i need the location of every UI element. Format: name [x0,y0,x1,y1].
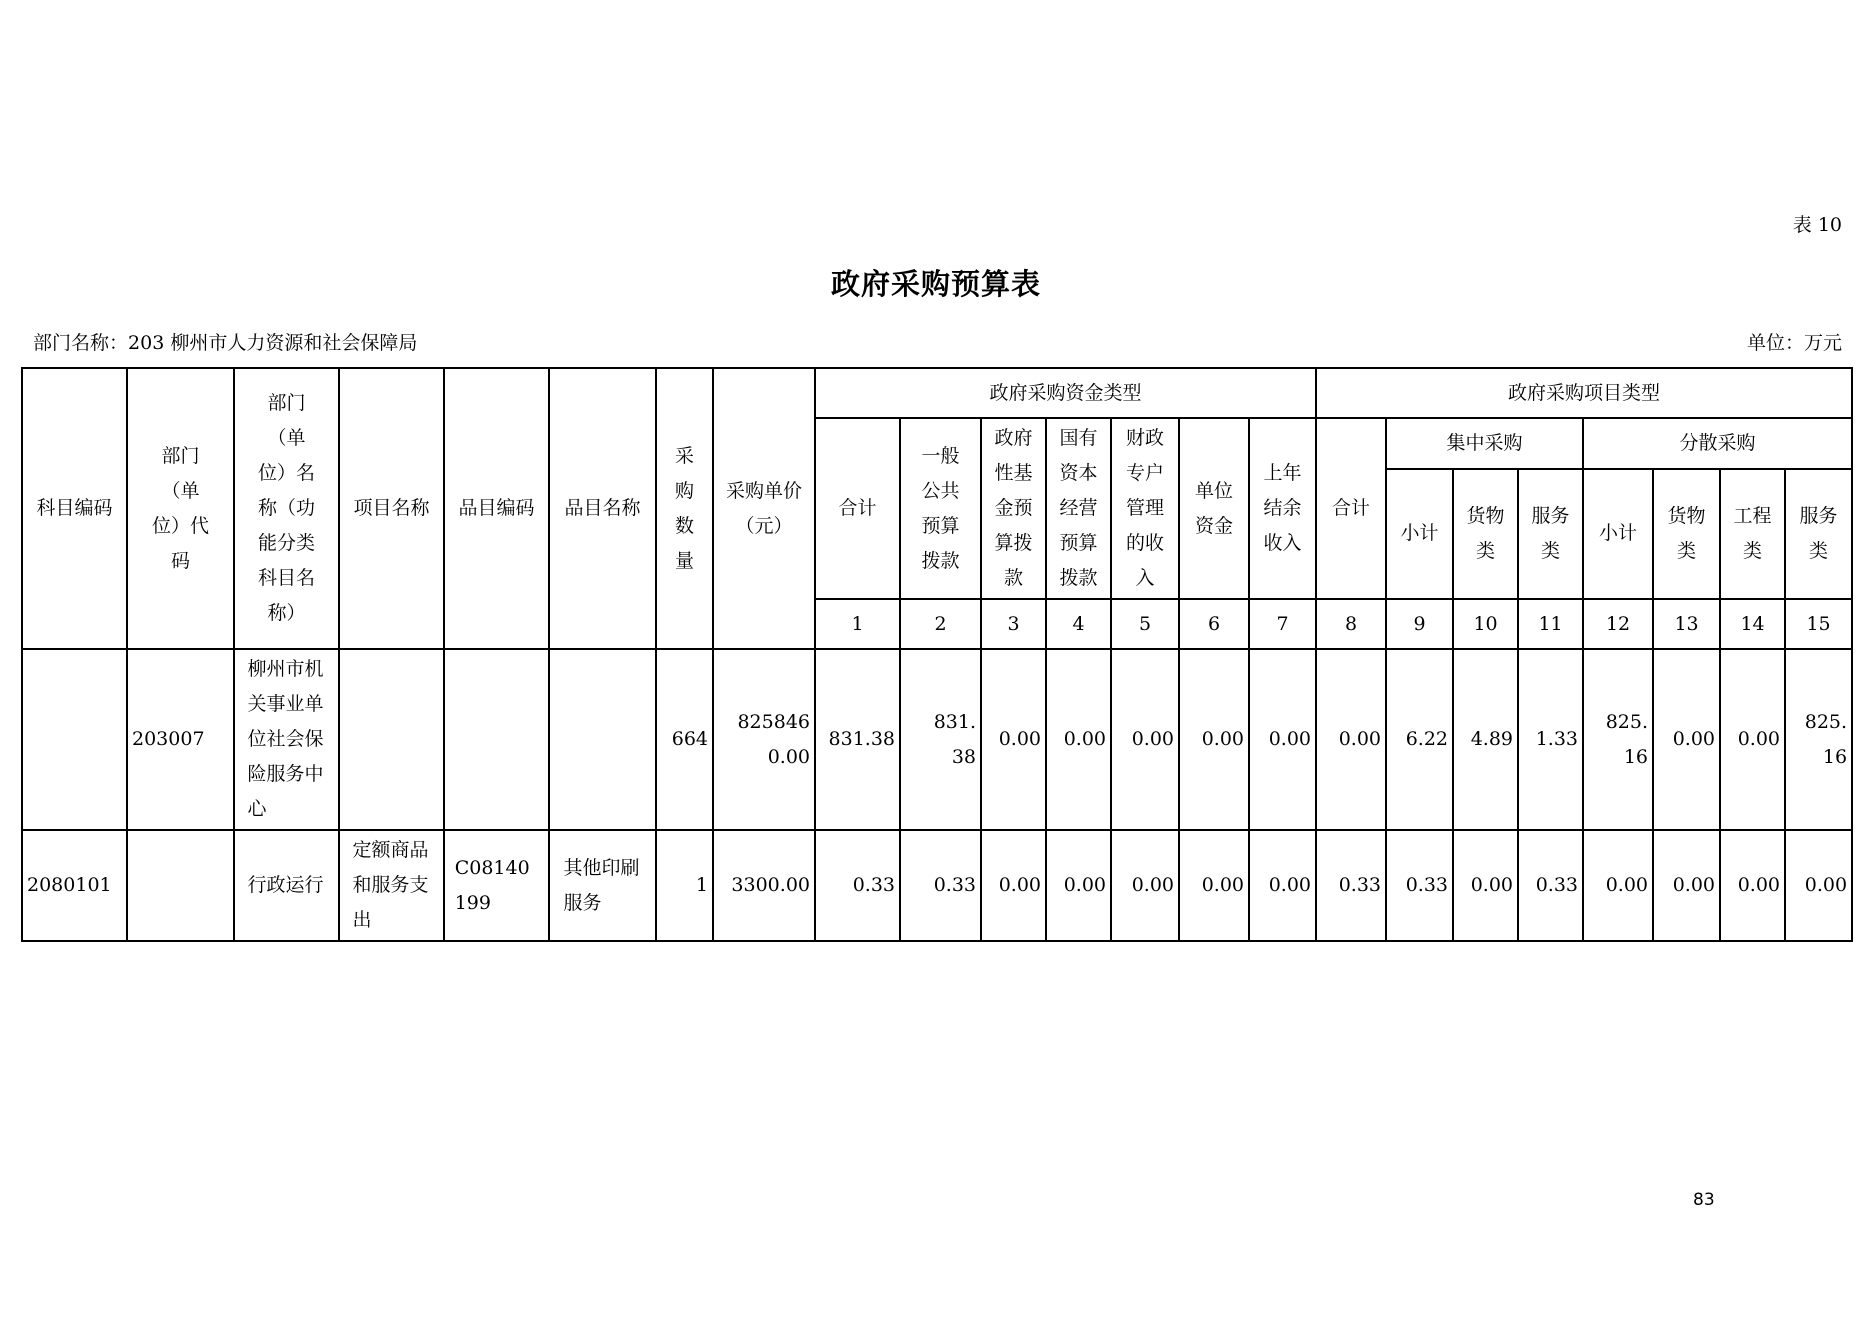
cell-value: 0.00 [981,830,1046,941]
col-gov-fund [981,418,1046,599]
col-dept-name-label: 部门（单位）名称（功能分类科目名称） [257,392,315,624]
cell-value: 0.33 [900,830,981,941]
col-central-goods [1453,469,1518,599]
col-last-year-label: 上年结余收入 [1263,462,1302,554]
column-number: 15 [1785,599,1852,649]
column-number: 6 [1179,599,1249,649]
col-central-services-label: 服务类 [1531,504,1570,562]
cell-dept-name [234,649,339,830]
col-quantity-label: 采购数量 [674,444,694,572]
column-number: 5 [1111,599,1179,649]
table-row [22,649,1852,830]
col-dispersed-engineering [1720,469,1785,599]
fund-type-group: 政府采购资金类型 [815,368,1316,418]
unit-label: 单位：万元 [1746,332,1842,354]
department-value: 203 柳州市人力资源和社会保障局 [128,332,418,354]
cell-unit-price: 3300.00 [713,830,815,941]
col-dept-code-label: 部门（单位）代码 [151,444,209,572]
cell-value-text: 825.16 [1804,710,1848,768]
cell-dept-name-text: 柳州市机关事业单位社会保险服务中心 [247,658,324,820]
col-central-services [1518,469,1583,599]
cell-value: 0.00 [1249,649,1316,830]
cell-value: 0.00 [1179,649,1249,830]
page-number: 83 [1693,1190,1715,1210]
col-project-total: 合计 [1316,418,1386,599]
cell-value-text: 831.38 [933,710,976,768]
cell-dept-code [127,830,234,941]
col-last-year [1249,418,1316,599]
cell-value: 0.00 [1046,830,1111,941]
column-number: 1 [815,599,900,649]
cell-value: 0.00 [981,649,1046,830]
col-unit-fund [1179,418,1249,599]
dispersed-procurement-group: 分散采购 [1583,418,1852,469]
table-row [22,830,1852,941]
cell-unit-price-text: 8258460.00 [737,710,810,768]
cell-value: 0.00 [1583,830,1653,941]
col-dispersed-subtotal: 小计 [1583,469,1653,599]
col-gov-fund-label: 政府性基金预算拨款 [994,427,1033,589]
col-state-capital [1046,418,1111,599]
cell-item-code-text: C08140199 [454,856,530,914]
cell-quantity: 664 [656,649,713,830]
cell-dept-name-text: 行政运行 [247,874,324,896]
cell-value: 0.00 [1653,830,1720,941]
cell-value: 6.22 [1386,649,1453,830]
cell-dept-code: 203007 [127,649,234,830]
department-line [33,328,417,355]
col-fiscal-account [1111,418,1179,599]
cell-unit-price [713,649,815,830]
col-dispersed-engineering-label: 工程类 [1733,504,1772,562]
cell-value-text: 825.16 [1605,710,1649,768]
column-number: 7 [1249,599,1316,649]
column-number: 11 [1518,599,1583,649]
col-dispersed-services-label: 服务类 [1799,504,1838,562]
cell-subject-code: 2080101 [22,830,127,941]
col-quantity [656,368,713,649]
cell-value: 0.00 [1720,649,1785,830]
cell-value: 0.33 [1386,830,1453,941]
project-type-group: 政府采购项目类型 [1316,368,1852,418]
cell-value: 0.00 [1249,830,1316,941]
cell-project-name [339,830,444,941]
col-unit-price [713,368,815,649]
cell-value: 0.00 [1785,830,1852,941]
column-number: 8 [1316,599,1386,649]
cell-value [900,649,981,830]
column-number: 10 [1453,599,1518,649]
cell-value: 0.33 [1518,830,1583,941]
central-procurement-group: 集中采购 [1386,418,1583,469]
cell-project-name-text: 定额商品和服务支出 [352,839,429,931]
col-state-capital-label: 国有资本经营预算拨款 [1059,427,1098,589]
col-central-goods-label: 货物类 [1466,504,1505,562]
col-item-name: 品目名称 [549,368,656,649]
cell-item-name [549,649,656,830]
col-project-name: 项目名称 [339,368,444,649]
cell-item-code [444,830,549,941]
col-dispersed-goods [1653,469,1720,599]
col-central-subtotal: 小计 [1386,469,1453,599]
cell-subject-code [22,649,127,830]
cell-value: 0.00 [1316,649,1386,830]
col-general-budget-label: 一般公共预算拨款 [921,444,960,572]
page-title: 政府采购预算表 [830,267,1041,301]
col-item-code: 品目编码 [444,368,549,649]
cell-value [1785,649,1852,830]
cell-value: 0.00 [1720,830,1785,941]
col-unit-fund-label: 单位资金 [1194,479,1233,537]
cell-value: 0.00 [1653,649,1720,830]
col-dept-name [234,368,339,649]
cell-value: 0.33 [1316,830,1386,941]
column-number: 9 [1386,599,1453,649]
cell-item-code [444,649,549,830]
cell-value: 831.38 [815,649,900,830]
col-fund-total: 合计 [815,418,900,599]
cell-value: 0.00 [1046,649,1111,830]
col-unit-price-label: 采购单价（元） [725,479,802,537]
column-number: 13 [1653,599,1720,649]
cell-item-name [549,830,656,941]
cell-value [1583,649,1653,830]
cell-value: 0.00 [1111,649,1179,830]
cell-value: 4.89 [1453,649,1518,830]
col-dispersed-goods-label: 货物类 [1667,504,1706,562]
column-number: 4 [1046,599,1111,649]
cell-quantity: 1 [656,830,713,941]
cell-value: 0.00 [1453,830,1518,941]
table-number: 表 10 [1792,214,1842,236]
procurement-budget-table [21,367,1853,942]
column-number: 12 [1583,599,1653,649]
cell-value: 0.00 [1179,830,1249,941]
column-number: 3 [981,599,1046,649]
cell-item-name-text: 其他印刷服务 [563,856,640,914]
col-dispersed-services [1785,469,1852,599]
cell-value: 0.33 [815,830,900,941]
column-number: 14 [1720,599,1785,649]
cell-project-name [339,649,444,830]
col-dept-code [127,368,234,649]
header-row-1 [22,368,1852,418]
col-fiscal-account-label: 财政专户管理的收入 [1125,427,1164,589]
cell-value: 1.33 [1518,649,1583,830]
col-general-budget [900,418,981,599]
column-number: 2 [900,599,981,649]
cell-dept-name [234,830,339,941]
col-subject-code: 科目编码 [22,368,127,649]
department-label: 部门名称： [33,332,129,354]
cell-value: 0.00 [1111,830,1179,941]
